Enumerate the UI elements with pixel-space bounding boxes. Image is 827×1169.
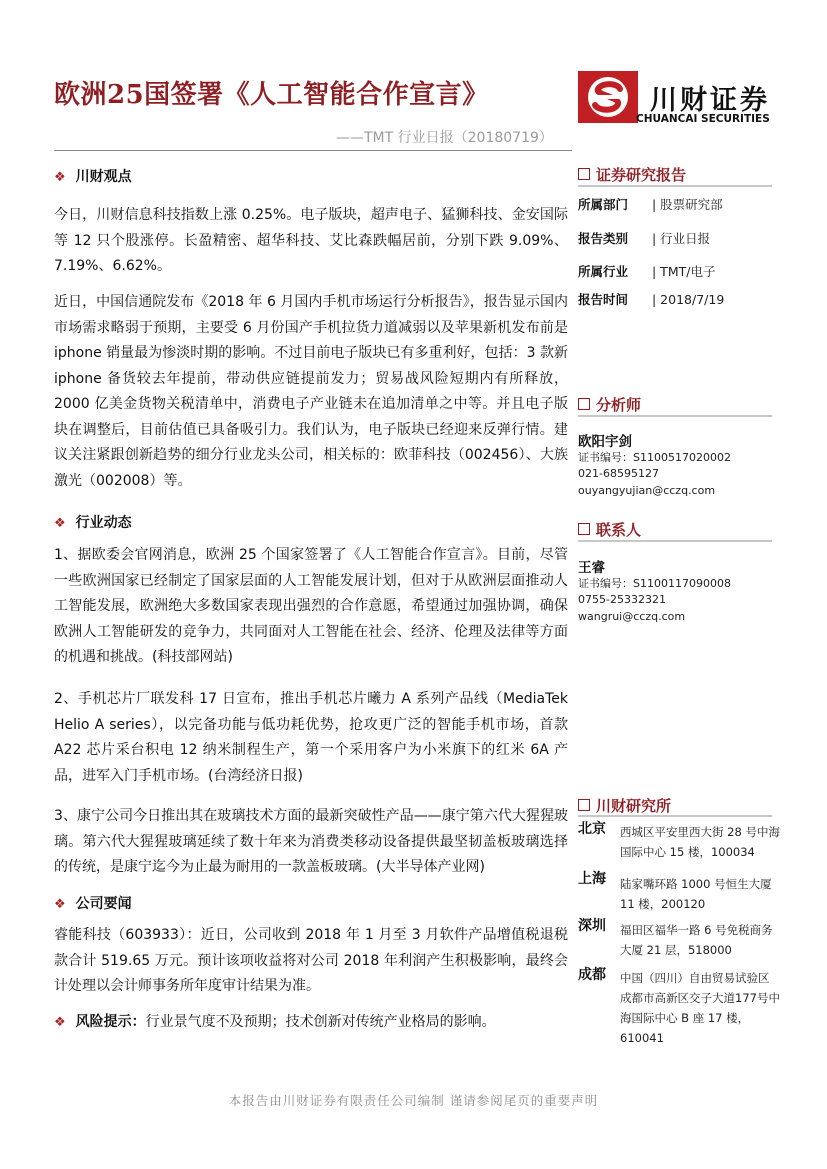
industry-news-2: 2、手机芯片厂联发科 17 日宣布，推出手机芯片曦力 A 系列产品线（MediaTek Helio A series），以完备功能与低功耗优势，抢攻更广泛的智能手机市场，首款 A22 芯片采台积电 12 纳米制程生产，第一个采用客户为小米旗下的红米 6A 产品，进军入门手机市场。(台湾经济日报): [54, 691, 568, 784]
analyst-cert: 证书编号：S1100517020002: [578, 451, 731, 464]
company-news-1: 睿能科技（603933）：近日，公司收到 2018 年 1 月至 3 月软件产品增值税退税款合计 519.65 万元。预计该项收益将对公司 2018 年利润产生积极影响，最终会计处理以会计师事务所年度审计结果为准。: [54, 927, 568, 994]
view-paragraph-2: 近日，中国信通院发布《2018 年 6 月国内手机市场运行分析报告》，报告显示国内市场需求略弱于预期，主要受 6 月份国产手机拉货力道减弱以及苹果新机发布前是 iphone 销量最为惨淡时期的影响。不过目前电子版块已有多重利好，包括：3 款新 iphone 备货较去年提前，带动供应链提前发力；贸易战风险短期内有所释放，2000 亿美金货物关税清单中，消费电子产业链未在追加清单之中等。并且电子版块在调整后，目前估值已具备吸引力。我们认为，电子版块已经迎来反弹行情。建议关注紧跟创新趋势的细分行业龙头公司，相关标的：欧菲科技（002456）、大族激光（002008）等。: [54, 294, 568, 489]
office-city-beijing: 北京: [578, 821, 606, 837]
report-subtitle: ——TMT 行业日报（20180719）: [336, 130, 553, 146]
sidebar-divider: [578, 815, 772, 817]
sidebar-heading-analyst: 分析师: [578, 394, 641, 415]
sidebar-divider: [578, 540, 772, 542]
header-divider: [54, 150, 572, 151]
logo-company-name-en: CHUANCAI SECURITIES: [636, 113, 770, 125]
contact-email[interactable]: wangrui@cczq.com: [578, 610, 686, 623]
office-city-chengdu: 成都: [578, 967, 606, 983]
square-bullet-icon: [578, 398, 590, 410]
diamond-bullet-icon: ❖: [54, 170, 66, 185]
diamond-bullet-icon: ❖: [54, 1015, 66, 1030]
contact-cert: 证书编号：S1100117090008: [578, 577, 731, 590]
square-bullet-icon: [578, 523, 590, 535]
logo-company-name: 川财证券: [650, 85, 770, 116]
office-city-shanghai: 上海: [578, 871, 606, 887]
page-footer-disclaimer: 本报告由川财证券有限责任公司编制 谨请参阅尾页的重要声明: [228, 1093, 599, 1108]
analyst-name: 欧阳宇剑: [578, 434, 632, 450]
office-address-shenzhen: 福田区福华一路 6 号免税商务大厦 21 层，518000: [620, 923, 773, 957]
section-heading-view: ❖ 川财观点: [54, 169, 132, 185]
section-heading-industry: ❖ 行业动态: [54, 515, 132, 531]
info-row-industry: 所属行业 | TMT/电子: [578, 264, 716, 279]
info-row-department: 所属部门 | 股票研究部: [578, 197, 723, 212]
sidebar-divider: [578, 185, 772, 187]
office-address-chengdu: 中国（四川）自由贸易试验区成都市高新区交子大道177号中海国际中心 B 座 17 楼，610041: [620, 971, 780, 1045]
section-heading-company: ❖ 公司要闻: [54, 896, 132, 912]
office-city-shenzhen: 深圳: [578, 918, 606, 934]
industry-news-1: 1、据欧委会官网消息，欧洲 25 个国家签署了《人工智能合作宣言》。目前，尽管一些欧洲国家已经制定了国家层面的人工智能发展计划，但对于从欧洲层面推动人工智能发展，欧洲绝大多数国家表现出强烈的合作意愿，希望通过加强协调，确保欧洲人工智能研发的竞争力，共同面对人工智能在社会、经济、伦理及法律等方面的机遇和挑战。(科技部网站): [54, 547, 568, 665]
report-title: 欧洲25国签署《人工智能合作宣言》: [54, 80, 489, 110]
view-paragraph-1: 今日，川财信息科技指数上涨 0.25%。电子版块，超声电子、猛狮科技、金安国际等 12 只个股涨停。长盈精密、超华科技、艾比森跌幅居前，分别下跌 9.09%、7.19%、6.62%。: [54, 207, 568, 274]
industry-news-3: 3、康宁公司今日推出其在玻璃技术方面的最新突破性产品——康宁第六代大猩猩玻璃。第六代大猩猩玻璃延续了数十年来为消费类移动设备提供最坚韧盖板玻璃选择的传统，是康宁迄今为止最为耐用的一款盖板玻璃。(大半导体产业网): [54, 808, 568, 875]
office-address-beijing: 西城区平安里西大街 28 号中海国际中心 15 楼，100034: [620, 825, 780, 859]
chuancai-logo-icon: [578, 71, 638, 123]
diamond-bullet-icon: ❖: [54, 516, 66, 531]
sidebar-heading-contact: 联系人: [578, 519, 641, 540]
contact-phone: 0755-25332321: [578, 593, 666, 606]
sidebar-divider: [578, 415, 772, 417]
analyst-phone: 021-68595127: [578, 467, 659, 480]
info-row-report-type: 报告类别 | 行业日报: [578, 231, 711, 246]
square-bullet-icon: [578, 799, 590, 811]
info-row-report-date: 报告时间 | 2018/7/19: [578, 292, 725, 307]
sidebar-heading-report: 证券研究报告: [578, 164, 686, 185]
analyst-email[interactable]: ouyangyujian@cczq.com: [578, 484, 716, 497]
diamond-bullet-icon: ❖: [54, 897, 66, 912]
contact-name: 王睿: [578, 560, 605, 576]
risk-warning: ❖ 风险提示：行业景气度不及预期；技术创新对传统产业格局的影响。: [54, 1014, 496, 1030]
square-bullet-icon: [578, 168, 590, 180]
office-address-shanghai: 陆家嘴环路 1000 号恒生大厦 11 楼，200120: [620, 877, 772, 911]
sidebar-heading-institute: 川财研究所: [578, 795, 671, 816]
